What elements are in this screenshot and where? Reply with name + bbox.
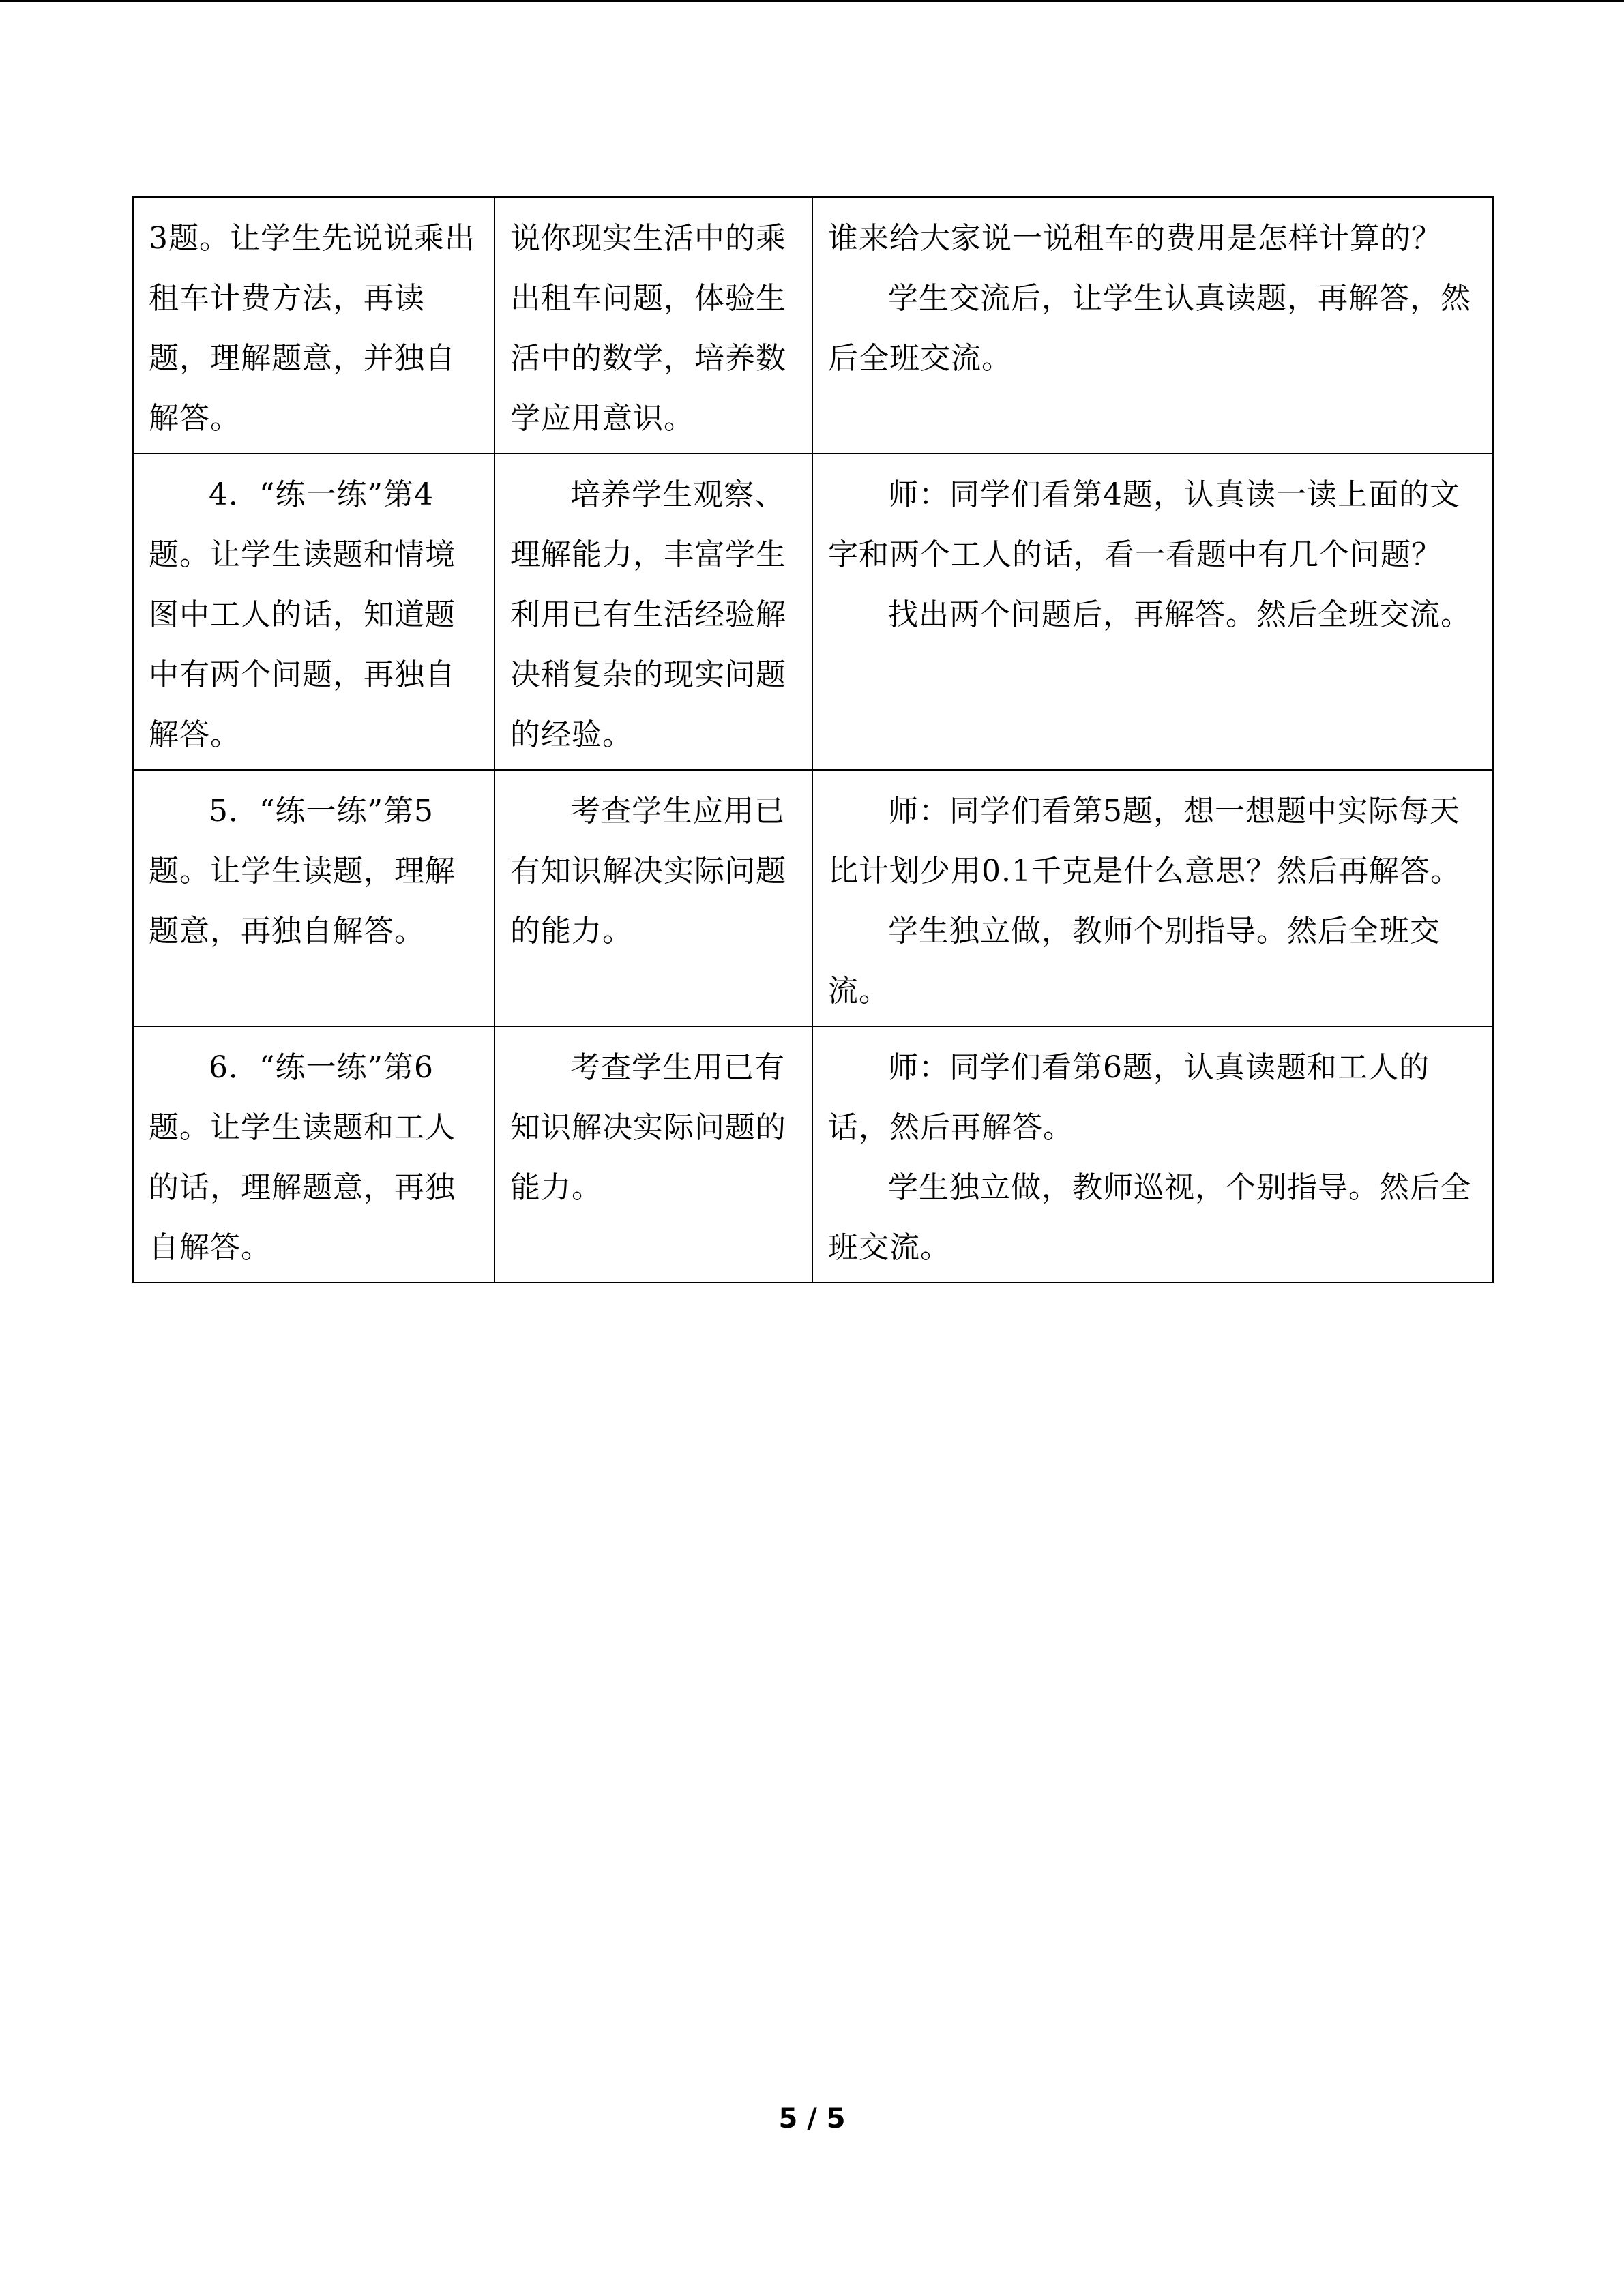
process-cell [812, 770, 1493, 1026]
intent-cell [494, 453, 812, 770]
page-top-border [0, 0, 1624, 2]
process-paragraph: 谁来给大家说一说租车的费用是怎样计算的？ [828, 221, 1442, 256]
process-cell [812, 453, 1493, 770]
table-row [133, 1026, 1493, 1283]
process-paragraph: 找出两个问题后，再解答。然后全班交流。 [888, 597, 1471, 632]
activity-cell [133, 453, 494, 770]
table-row [133, 770, 1493, 1026]
process-cell [812, 197, 1493, 453]
activity-text: 5．“练一练”第5题。让学生读题，理解题意，再独自解答。 [149, 794, 456, 949]
process-paragraph: 学生独立做，教师个别指导。然后全班交流。 [828, 914, 1441, 1009]
table-row [133, 453, 1493, 770]
intent-text: 考查学生应用已有知识解决实际问题的能力。 [510, 794, 786, 949]
process-paragraph: 师：同学们看第5题，想一想题中实际每天比计划少用0.1千克是什么意思？然后再解答。 [828, 794, 1461, 889]
process-paragraph: 学生独立做，教师巡视，个别指导。然后全班交流。 [828, 1170, 1471, 1265]
process-paragraph: 师：同学们看第6题，认真读题和工人的话，然后再解答。 [828, 1050, 1430, 1145]
activity-cell [133, 1026, 494, 1283]
activity-cell [133, 197, 494, 453]
process-cell [812, 1026, 1493, 1283]
lesson-plan-table [132, 196, 1494, 1283]
process-paragraph: 师：同学们看第4题，认真读一读上面的文字和两个工人的话，看一看题中有几个问题？ [828, 477, 1460, 572]
activity-text: 6．“练一练”第6题。让学生读题和工人的话，理解题意，再独自解答。 [149, 1050, 456, 1265]
intent-cell [494, 1026, 812, 1283]
intent-text: 培养学生观察、理解能力，丰富学生利用已有生活经验解决稍复杂的现实问题的经验。 [510, 477, 786, 752]
process-paragraph: 学生交流后，让学生认真读题，再解答，然后全班交流。 [828, 281, 1471, 376]
activity-cell [133, 770, 494, 1026]
intent-cell [494, 197, 812, 453]
activity-text: 3题。让学生先说说乘出租车计费方法，再读题，理解题意，并独自解答。 [149, 221, 475, 436]
intent-text: 说你现实生活中的乘出租车问题，体验生活中的数学，培养数学应用意识。 [510, 221, 786, 436]
table-row [133, 197, 1493, 453]
page-number: 5 / 5 [778, 2103, 846, 2134]
intent-text: 考查学生用已有知识解决实际问题的能力。 [510, 1050, 786, 1205]
activity-text: 4．“练一练”第4题。让学生读题和情境图中工人的话，知道题中有两个问题，再独自解答。 [149, 477, 456, 752]
intent-cell [494, 770, 812, 1026]
